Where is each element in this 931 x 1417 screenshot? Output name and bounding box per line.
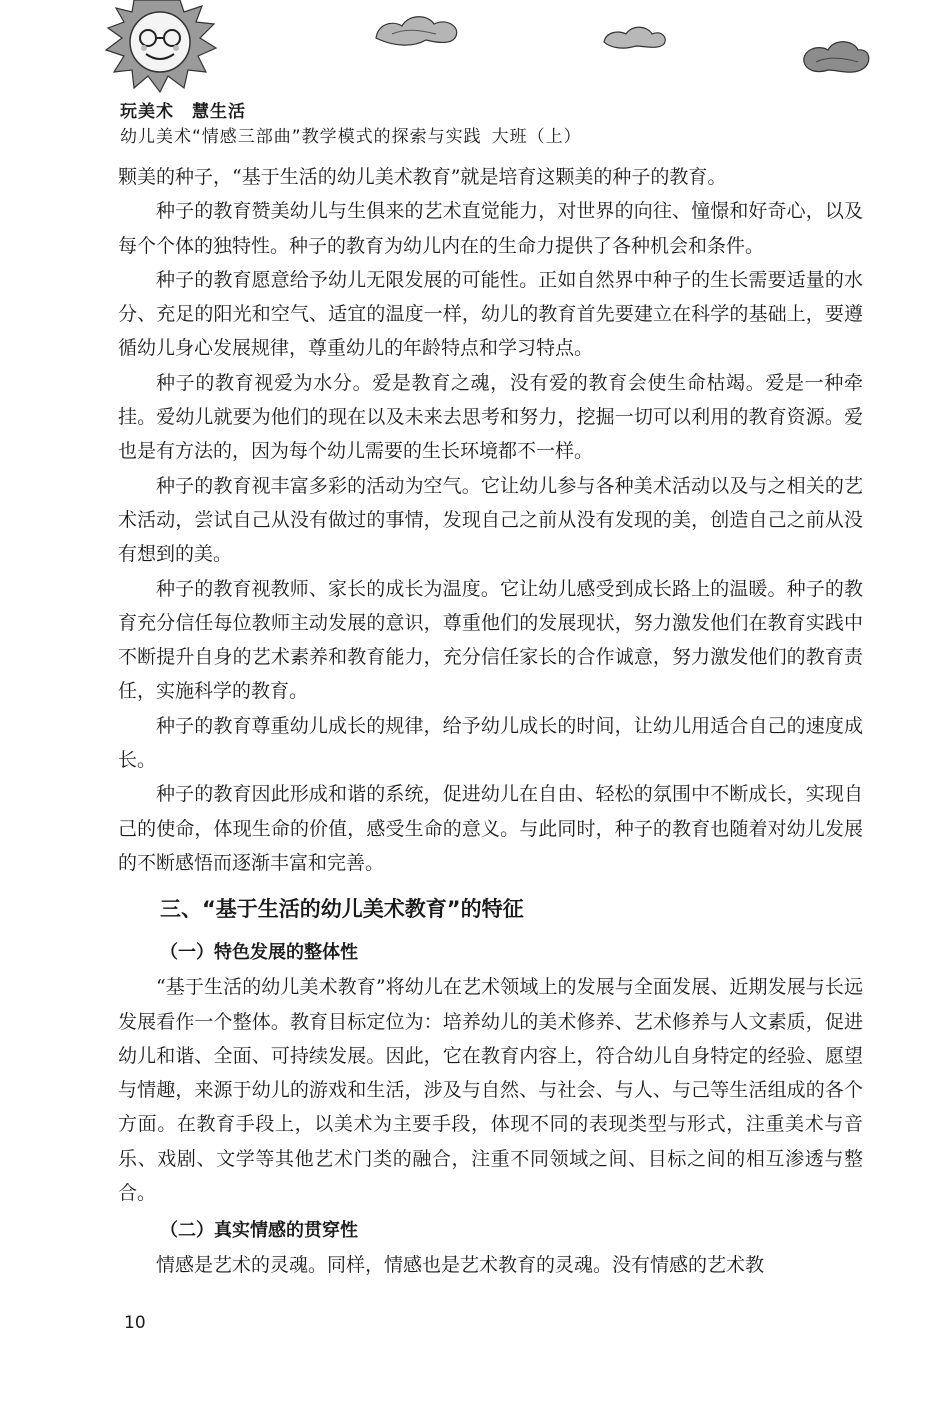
paragraph: 种子的教育视教师、家长的成长为温度。它让幼儿感受到成长路上的温暖。种子的教育充分信任每位教师主动发展的意识，尊重他们的发展现状，努力激发他们在教育实践中不断提升自身的艺术素养和教育能力，充分信任家长的合作诚意，努力激发他们的教育责任，实施科学的教育。 [118,577,863,703]
paragraph: 颗美的种子，“基于生活的幼儿美术教育”就是培育这颗美的种子的教育。 [118,166,727,188]
series-title [120,97,246,122]
subsection-heading: （二）真实情感的贯穿性 [160,1220,358,1242]
cloud-drawing [600,24,670,50]
page-body [118,160,863,1283]
paragraph: 种子的教育视爱为水分。爱是教育之魂，没有爱的教育会使生命枯竭。爱是一种牵挂。爱幼儿就要为他们的现在以及未来去思考和努力，挖掘一切可以利用的教育资源。爱也是有方法的，因为每个幼儿需要的生长环境都不一样。 [118,371,863,463]
paragraph: 种子的教育尊重幼儿成长的规律，给予幼儿成长的时间，让幼儿用适合自己的速度成长。 [118,714,863,772]
paragraph: 种子的教育因此形成和谐的系统，促进幼儿在自由、轻松的氛围中不断成长，实现自己的使命，体现生命的价值，感受生命的意义。与此同时，种子的教育也随着对幼儿发展的不断感悟而逐渐丰富和完善。 [118,783,863,874]
book-title-line [120,122,582,147]
subsection-heading: （一）特色发展的整体性 [160,942,358,964]
book-title: 幼儿美术“情感三部曲”教学模式的探索与实践 [120,127,482,147]
sun-face-drawing [104,0,224,100]
cloud-drawing [372,12,462,48]
paragraph: 种子的教育赞美幼儿与生俱来的艺术直觉能力，对世界的向往、憧憬和好奇心，以及每个个体的独特性。种子的教育为幼儿内在的生命力提供了各种机会和条件。 [118,200,863,257]
series-title-part1: 玩美术 [120,102,174,122]
paragraph: 种子的教育愿意给予幼儿无限发展的可能性。正如自然界中种子的生长需要适量的水分、充足的阳光和空气、适宜的温度一样，幼儿的教育首先要建立在科学的基础上，要遵循幼儿身心发展规律，尊重幼儿的年龄特点和学习特点。 [118,268,863,360]
cloud-drawing [798,36,874,76]
paragraph: “基于生活的幼儿美术教育”将幼儿在艺术领域上的发展与全面发展、近期发展与长远发展看作一个整体。教育目标定位为：培养幼儿的美术修养、艺术修养与人文素质，促进幼儿和谐、全面、可持续发展。因此，它在教育内容上，符合幼儿自身特定的经验、愿望与情趣，来源于幼儿的游戏和生活，涉及与自然、与社会、与人、与己等生活组成的各个方面。在教育手段上，以美术为主要手段，体现不同的表现类型与形式，注重美术与音乐、戏剧、文学等其他艺术门类的融合，注重不同领域之间、目标之间的相互渗透与整合。 [118,976,863,1205]
page-number: 10 [124,1313,146,1333]
book-level: 大班（上） [491,127,582,147]
paragraph: 情感是艺术的灵魂。同样，情感也是艺术教育的灵魂。没有情感的艺术教 [156,1254,765,1277]
section-heading: 三、“基于生活的幼儿美术教育”的特征 [160,897,524,922]
series-title-part2: 慧生活 [192,102,246,122]
paragraph: 种子的教育视丰富多彩的活动为空气。它让幼儿参与各种美术活动以及与之相关的艺术活动，尝试自己从没有做过的事情，发现自己之前从没有发现的美，创造自己之前从没有想到的美。 [118,474,863,566]
